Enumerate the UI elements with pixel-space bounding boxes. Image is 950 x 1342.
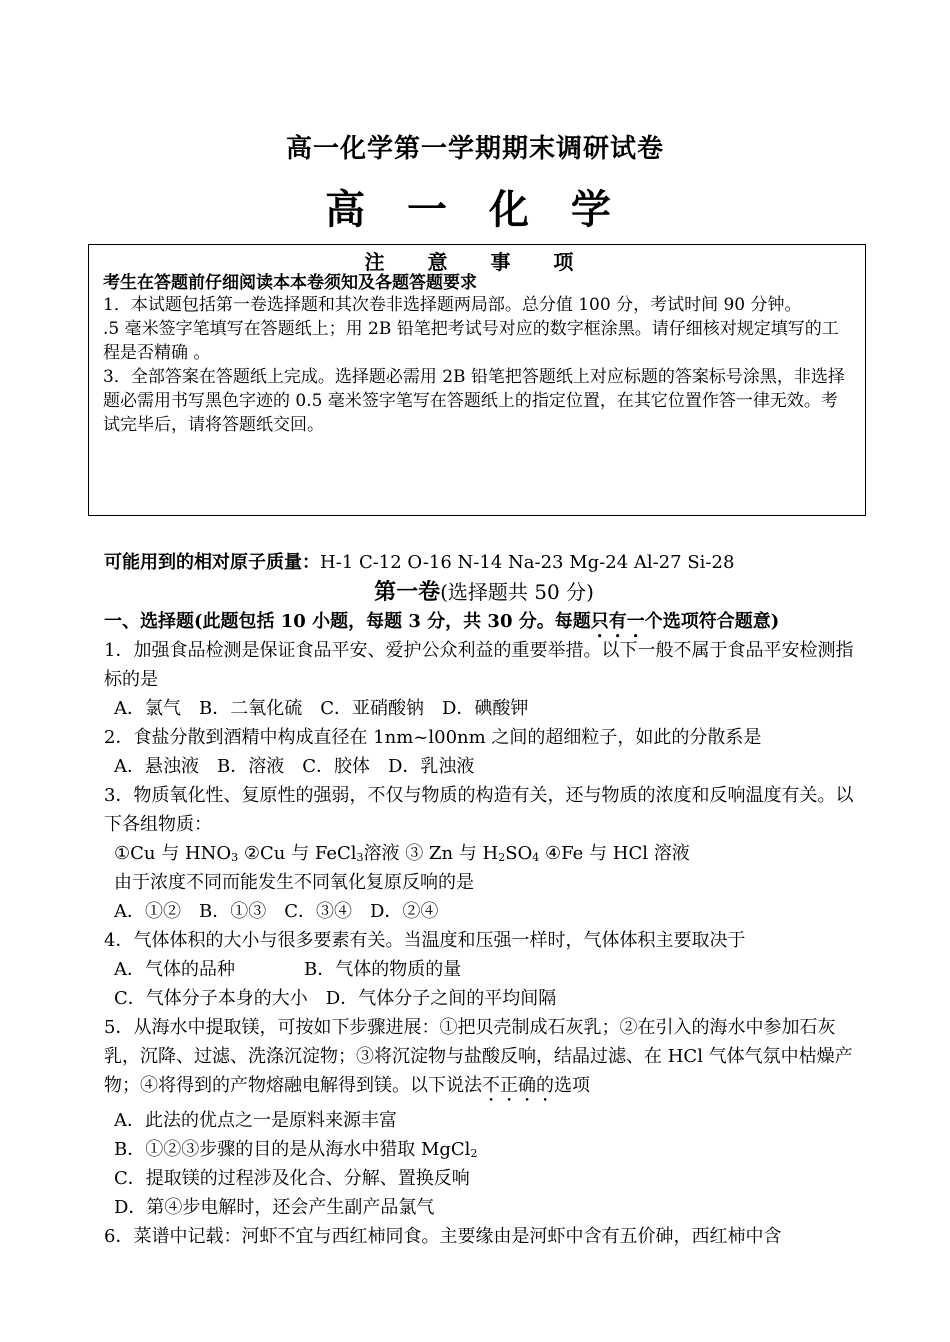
- emphasis-text: 只有一: [590, 611, 645, 632]
- exam-title: 高一化学第一学期期末调研试卷: [285, 134, 664, 164]
- atomic-mass-line: [104, 548, 864, 577]
- question-3-items: ①Cu 与 $HNO_3$ ②Cu 与 FeCl$_3$溶液 ③ Zn 与 $H_2SO_4$ ④Fe 与 HCl 溶液: [114, 843, 690, 864]
- question-1-options: A．氯气 B．二氧化硫 C．亚硝酸钠 D．碘酸钾: [114, 698, 529, 719]
- question-3-condition: 由于浓度不同而能发生不同氧化复原反响的是: [114, 872, 474, 893]
- subject-title: 高 一 化 学: [325, 186, 625, 233]
- notice-box: [88, 244, 866, 516]
- section-subtitle: (选择题共 50 分): [440, 580, 594, 604]
- question-1-stem: 1．加强食品检测是保证食品平安、爱护公众利益的重要举措。以下一般不属于食品平安检测指标的是: [104, 640, 854, 690]
- question-5-option-c: C．提取镁的过程涉及化合、分解、置换反响: [114, 1168, 470, 1189]
- question-4-options-cd: C．气体分子本身的大小 D．气体分子之间的平均间隔: [114, 988, 557, 1009]
- notice-intro: 考生在答题前仔细阅读本本卷须知及各题答题要求: [103, 273, 477, 293]
- question-4-options-ab: A．气体的品种 B．气体的物质的量: [114, 959, 462, 980]
- question-4-stem: 4．气体体积的大小与很多要素有关。当温度和压强一样时，气体体积主要取决于: [104, 930, 746, 951]
- section-instruction: 一、选择题(此题包括 10 小题，每题 3 分，共 30 分。每题只有一个选项符合题意): [104, 611, 780, 632]
- question-2-stem: 2．食盐分散到酒精中构成直径在 1nm~l00nm 之间的超细粒子，如此的分散系是: [104, 727, 762, 748]
- question-5-stem: 5．从海水中提取镁，可按如下步骤进展：①把贝壳制成石灰乳；②在引入的海水中参加石灰乳，沉降、过滤、洗涤沉淀物；③将沉淀物与盐酸反响，结晶过滤、在 HCl 气体气氛中枯燥产物；④将得到的产物熔融电解得到镁。以下说法不正确的选项: [104, 1017, 853, 1096]
- atomic-mass-label: 可能用到的相对原子质量：: [104, 552, 320, 573]
- exam-content: [104, 548, 864, 1251]
- question-2-options: A．悬浊液 B．溶液 C．胶体 D．乳浊液: [114, 756, 475, 777]
- question-3-options: A．①② B．①③ C．③④ D．②④: [114, 901, 439, 922]
- question-6-stem: 6．菜谱中记载：河虾不宜与西红柿同食。主要缘由是河虾中含有五价砷，西红柿中含: [104, 1226, 782, 1247]
- notice-item-3: 3．全部答案在答题纸上完成。选择题必需用 2B 铅笔把答题纸上对应标题的答案标号涂黑，非选择题必需用书写黑色字迹的 0.5 毫米签字笔写在答题纸上的指定位置，在其它位置作答一律无效。考试完毕后，请将答题纸交回。: [103, 367, 845, 435]
- question-5-option-a: A．此法的优点之一是原料来源丰富: [114, 1110, 397, 1131]
- question-3-stem: 3．物质氧化性、复原性的强弱，不仅与物质的构造有关，还与物质的浓度和反响温度有关。以下各组物质：: [104, 785, 854, 835]
- question-5-option-b: B．①②③步骤的目的是从海水中猎取 MgCl$_2$: [114, 1139, 478, 1160]
- question-5-option-d: D．第④步电解时，还会产生副产品氯气: [114, 1197, 435, 1218]
- notice-item-1: 1．本试题包括第一卷选择题和其次卷非选择题两局部。总分值 100 分，考试时间 90 分钟。: [103, 295, 802, 315]
- emphasis-text: 不正确的: [482, 1075, 554, 1096]
- section-title: [104, 577, 864, 607]
- notice-heading: 注 意 事 项: [364, 250, 592, 274]
- section-name: 第一卷: [374, 579, 441, 605]
- notice-item-2: .5 毫米签字笔填写在答题纸上；用 2B 铅笔把考试号对应的数字框涂黑。请仔细核对规定填写的工程是否精确 。: [103, 319, 839, 363]
- atomic-mass-values: H-1 C-12 O-16 N-14 Na-23 Mg-24 Al-27 Si-28: [320, 552, 735, 573]
